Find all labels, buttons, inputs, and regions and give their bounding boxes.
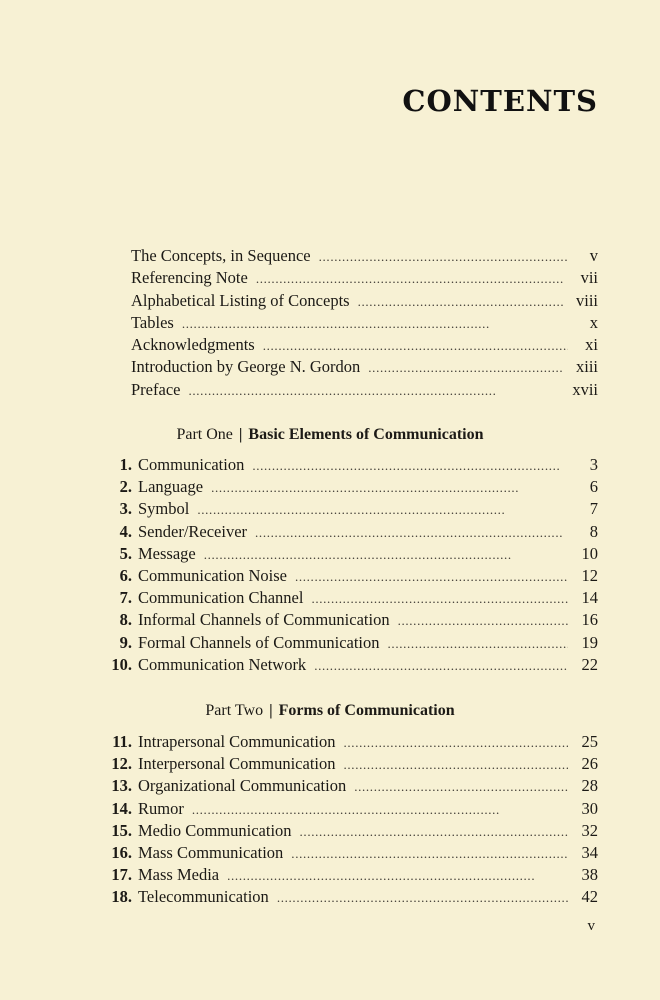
chapter-page: 8	[589, 521, 598, 541]
dot-leader	[256, 271, 568, 287]
chapter-number: 16.	[111, 842, 132, 862]
chapter-title: Organizational Communication	[138, 776, 347, 796]
chapter-page: 22	[581, 654, 598, 674]
chapter-page: 10	[581, 543, 598, 563]
part-label: Part One	[176, 426, 233, 443]
page-number: v	[587, 918, 595, 934]
entry-page: xiii	[575, 357, 598, 377]
chapter-number: 8.	[119, 610, 132, 630]
chapter-entry[interactable]	[104, 776, 598, 798]
chapter-title: Telecommunication	[138, 887, 269, 907]
part-separator: |	[269, 702, 273, 719]
chapter-number: 7.	[119, 588, 132, 608]
chapter-page: 30	[581, 798, 598, 818]
entry-label: Preface	[131, 379, 181, 399]
dot-leader	[344, 757, 569, 773]
chapter-number: 1.	[119, 455, 132, 474]
entry-label: Acknowledgments	[131, 335, 255, 355]
chapter-page: 25	[581, 732, 598, 751]
dot-leader	[300, 824, 568, 840]
dot-leader	[255, 525, 568, 541]
chapter-page: 12	[581, 565, 598, 585]
entry-label: Referencing Note	[131, 268, 248, 288]
chapter-title: Informal Channels of Communication	[138, 610, 390, 630]
dot-leader	[188, 383, 560, 399]
chapter-entry[interactable]	[104, 544, 598, 566]
dot-leader	[192, 802, 568, 818]
dot-leader	[211, 480, 568, 496]
front-matter-list	[131, 246, 598, 402]
chapter-title: Communication Channel	[138, 588, 304, 608]
toc-entry[interactable]	[131, 380, 598, 402]
dot-leader	[197, 502, 568, 518]
toc-entry[interactable]	[131, 268, 598, 290]
chapter-title: Communication Noise	[138, 565, 287, 585]
dot-leader	[263, 338, 568, 354]
dot-leader	[227, 868, 568, 884]
chapter-title: Mass Media	[138, 865, 220, 885]
entry-label: Alphabetical Listing of Concepts	[131, 290, 350, 310]
chapter-number: 15.	[111, 820, 132, 840]
dot-leader	[319, 249, 568, 265]
chapter-number: 4.	[119, 521, 132, 541]
entry-page: vii	[580, 268, 598, 288]
dot-leader	[358, 294, 564, 310]
dot-leader	[291, 846, 568, 862]
chapter-entry[interactable]	[104, 522, 598, 544]
chapter-number: 18.	[111, 887, 132, 907]
chapter-page: 28	[581, 776, 598, 796]
entry-label: Introduction by George N. Gordon	[131, 357, 361, 377]
chapter-title: Formal Channels of Communication	[138, 632, 380, 652]
chapter-title: Mass Communication	[138, 842, 284, 862]
chapter-number: 14.	[111, 798, 132, 818]
chapter-number: 10.	[111, 654, 132, 674]
chapter-entry[interactable]	[104, 655, 598, 677]
chapter-entry[interactable]	[104, 821, 598, 843]
toc-entry[interactable]	[131, 335, 598, 357]
chapter-page: 42	[581, 887, 598, 907]
dot-leader	[277, 890, 568, 906]
chapter-title: Intrapersonal Communication	[138, 732, 336, 751]
chapter-entry[interactable]	[104, 633, 598, 655]
entry-label: The Concepts, in Sequence	[131, 246, 311, 265]
chapter-entry[interactable]	[104, 588, 598, 610]
dot-leader	[354, 779, 568, 795]
page-title: CONTENTS	[402, 84, 598, 118]
part-two-chapter-list	[104, 732, 598, 910]
dot-leader	[204, 547, 568, 563]
part-one-chapter-list	[104, 455, 598, 677]
dot-leader	[314, 658, 568, 674]
chapter-entry[interactable]	[104, 477, 598, 499]
chapter-entry[interactable]	[104, 887, 598, 909]
chapter-title: Medio Communication	[138, 820, 292, 840]
chapter-title: Communication	[138, 455, 245, 474]
chapter-entry[interactable]	[104, 499, 598, 521]
chapter-title: Language	[138, 477, 204, 497]
chapter-number: 13.	[111, 776, 132, 796]
chapter-page: 14	[581, 588, 598, 608]
chapter-entry[interactable]	[104, 865, 598, 887]
chapter-entry[interactable]	[104, 610, 598, 632]
entry-page: x	[589, 312, 598, 332]
chapter-title: Sender/Receiver	[138, 521, 248, 541]
chapter-entry[interactable]	[104, 754, 598, 776]
chapter-title: Symbol	[138, 499, 190, 519]
chapter-entry[interactable]	[104, 566, 598, 588]
dot-leader	[388, 636, 568, 652]
dot-leader	[344, 735, 569, 751]
chapter-title: Message	[138, 543, 196, 563]
toc-entry[interactable]	[131, 313, 598, 335]
toc-entry[interactable]	[131, 246, 598, 268]
chapter-title: Rumor	[138, 798, 184, 818]
entry-page: viii	[575, 290, 598, 310]
chapter-page: 32	[581, 820, 598, 840]
dot-leader	[398, 613, 568, 629]
chapter-entry[interactable]	[104, 732, 598, 754]
part-title: Basic Elements of Communication	[248, 426, 484, 443]
chapter-page: 19	[581, 632, 598, 652]
chapter-number: 3.	[119, 499, 132, 519]
entry-page: v	[589, 246, 598, 265]
chapter-entry[interactable]	[104, 843, 598, 865]
chapter-page: 3	[589, 455, 598, 474]
chapter-page: 7	[589, 499, 598, 519]
chapter-page: 6	[589, 477, 598, 497]
part-two-heading	[0, 702, 660, 720]
chapter-number: 11.	[112, 732, 132, 751]
chapter-number: 12.	[111, 754, 132, 774]
chapter-page: 16	[581, 610, 598, 630]
chapter-number: 2.	[119, 477, 132, 497]
dot-leader	[295, 569, 568, 585]
part-label: Part Two	[205, 702, 264, 719]
chapter-entry[interactable]	[104, 799, 598, 821]
chapter-number: 17.	[111, 865, 132, 885]
chapter-title: Interpersonal Communication	[138, 754, 336, 774]
entry-page: xi	[585, 335, 598, 355]
toc-entry[interactable]	[131, 357, 598, 379]
dot-leader	[311, 591, 568, 607]
chapter-page: 26	[581, 754, 598, 774]
entry-page: xvii	[572, 379, 598, 399]
chapter-entry[interactable]	[104, 455, 598, 477]
dot-leader	[182, 316, 568, 332]
chapter-page: 34	[581, 842, 598, 862]
dot-leader	[368, 360, 564, 376]
chapter-number: 9.	[119, 632, 132, 652]
part-separator: |	[238, 426, 243, 443]
chapter-number: 6.	[119, 565, 132, 585]
chapter-number: 5.	[119, 543, 132, 563]
toc-entry[interactable]	[131, 291, 598, 313]
part-title: Forms of Communication	[278, 702, 455, 719]
dot-leader	[252, 458, 568, 474]
entry-label: Tables	[131, 312, 174, 332]
chapter-title: Communication Network	[138, 654, 307, 674]
part-one-heading	[0, 426, 660, 444]
chapter-page: 38	[581, 865, 598, 885]
